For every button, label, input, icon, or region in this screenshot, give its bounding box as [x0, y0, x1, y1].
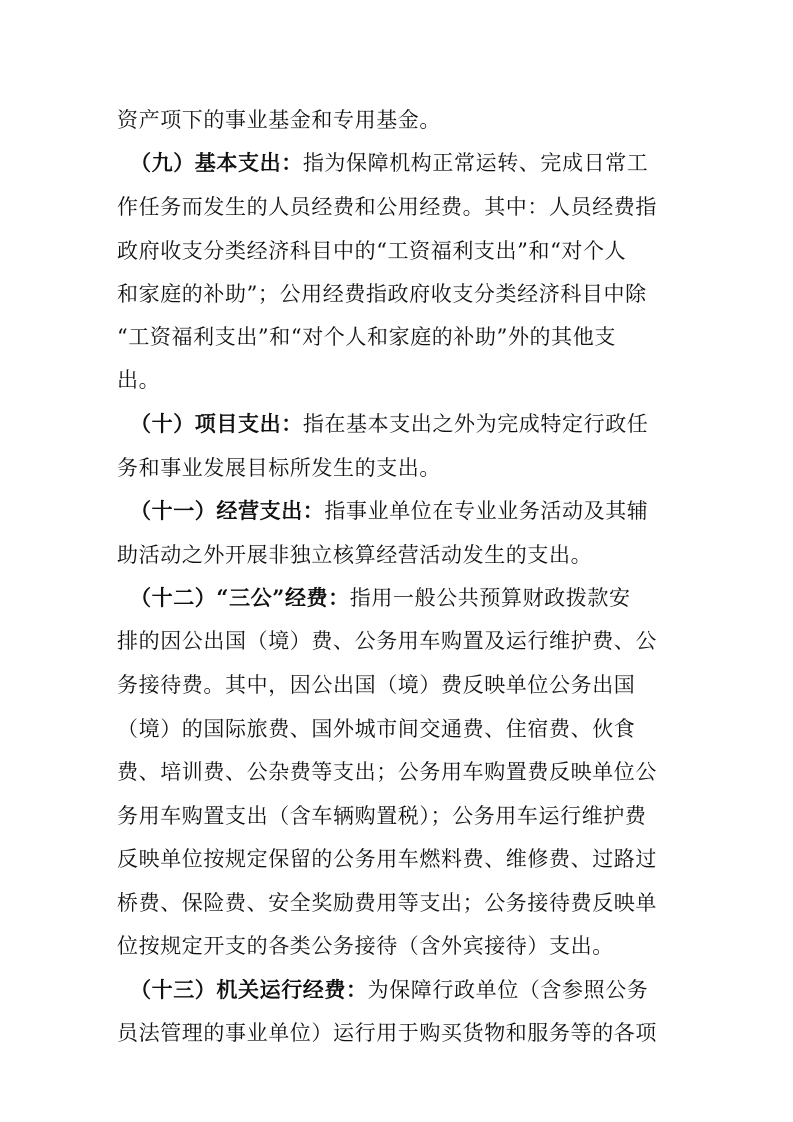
text-line: 位按规定开支的各类公务接待（含外宾接待）支出。 [117, 934, 614, 958]
text-line: 作任务而发生的人员经费和公用经费。其中：人员经费指 [117, 195, 657, 219]
text-line: 排的因公出国（境）费、公务用车购置及运行维护费、公 [117, 629, 657, 653]
text-line: 务和事业发展目标所发生的支出。 [117, 456, 441, 480]
section-heading: （十二）“三公”经费： [130, 585, 350, 610]
section-heading: （十）项目支出： [130, 411, 303, 436]
text-line: “工资福利支出”和“对个人和家庭的补助”外的其他支 [117, 325, 616, 349]
section-heading: （十三）机关运行经费： [130, 977, 368, 1002]
text-line: 员法管理的事业单位）运行用于购买货物和服务等的各项 [117, 1021, 657, 1045]
text-run: 指在基本支出之外为完成特定行政任 [302, 412, 649, 436]
text-line: 助活动之外开展非独立核算经营活动发生的支出。 [117, 543, 593, 567]
paragraph-line [130, 971, 648, 1009]
text-line: 桥费、保险费、安全奖励费用等支出；公务接待费反映单 [117, 891, 657, 915]
text-line: 出。 [117, 368, 161, 392]
text-run: 指为保障机构正常运转、完成日常工 [302, 151, 649, 175]
text-line: 务用车购置支出（含车辆购置税）；公务用车运行维护费 [117, 804, 647, 828]
text-run: 为保障行政单位（含参照公务 [367, 978, 649, 1002]
text-run: 指事业单位在专业业务活动及其辅 [324, 499, 649, 523]
text-line: 费、培训费、公杂费等支出；公务用车购置费反映单位公 [117, 760, 657, 784]
text-line: 资产项下的事业基金和专用基金。 [117, 108, 441, 132]
text-run: 指用一般公共预算财政拨款安 [349, 586, 631, 610]
section-heading: （九）基本支出： [130, 150, 303, 175]
text-line: 反映单位按规定保留的公务用车燃料费、维修费、过路过 [117, 847, 657, 871]
paragraph-line [130, 405, 648, 443]
paragraph-line [130, 492, 648, 530]
text-line: 务接待费。其中，因公出国（境）费反映单位公务出国 [117, 673, 636, 697]
section-heading: （十一）经营支出： [130, 498, 325, 523]
text-line: 和家庭的补助”；公用经费指政府收支分类经济科目中除 [117, 282, 647, 306]
paragraph-line [130, 144, 648, 182]
text-line: （境）的国际旅费、国外城市间交通费、住宿费、伙食 [117, 717, 636, 741]
text-line: 政府收支分类经济科目中的“工资福利支出”和“对个人 [117, 239, 627, 263]
paragraph-line [130, 579, 631, 617]
